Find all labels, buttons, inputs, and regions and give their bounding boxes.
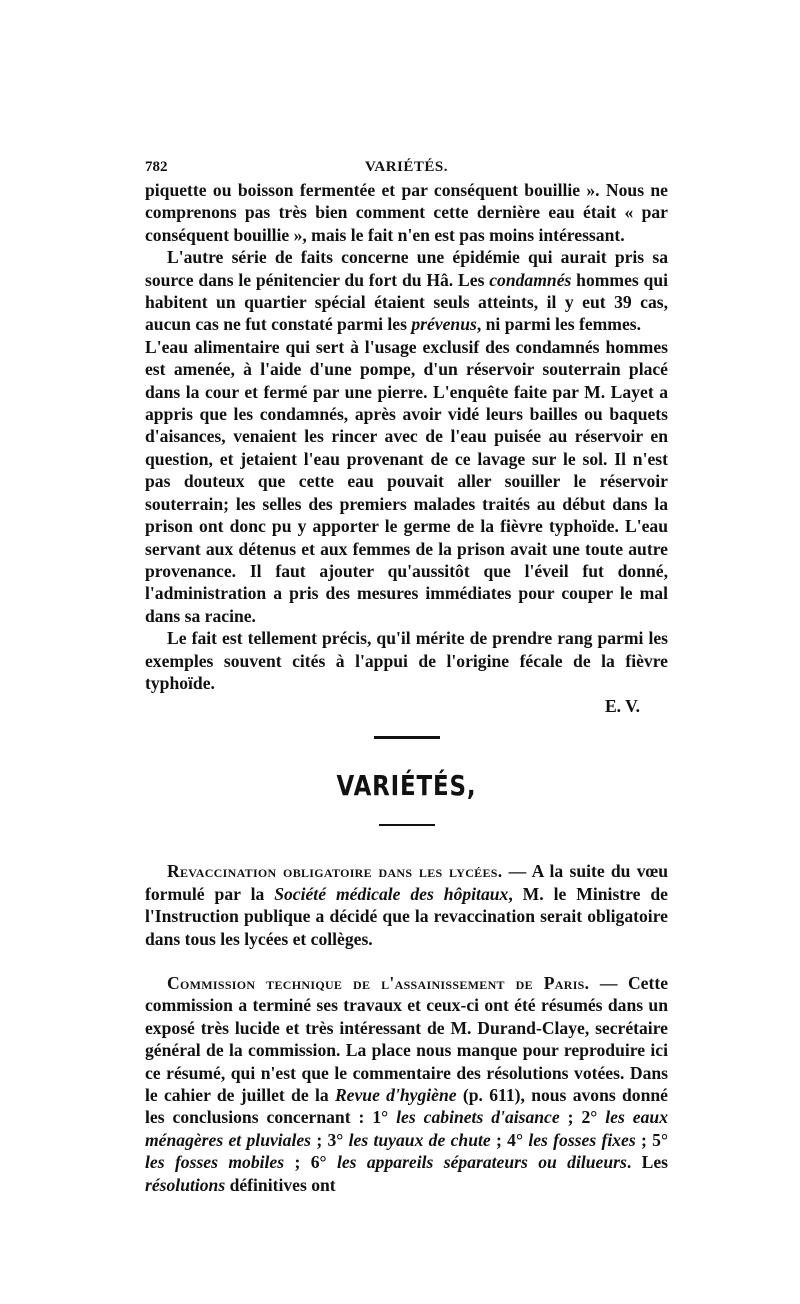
paragraph-water-source: L'eau alimentaire qui sert à l'usage exclusif des condamnés hommes est amenée, à l'aide d'une pompe, d'un réservoir souterrain placé dans la cour et fermé par une pierre. L'enquête faite par M. Layet a appris que les condamnés, après avoir vidé leurs bailles ou baquets d'aisances, venaient les rincer avec de l'eau puisée au réservoir en question, et jetaient l'eau provenant de ce lavage sur le sol. Il n'est pas douteux que cette eau pouvait aller souiller le réservoir souterrain; les selles des premiers malades traités au début dans la prison ont donc pu y apporter le germe de la fièvre typhoïde. L'eau servant aux détenus et aux femmes de la prison avait une toute autre provenance. Il faut ajouter qu'aussitôt que l'éveil fut donné, l'administration a pris des mesures immédiates pour couper le mal dans sa racine. bbox=[145, 336, 668, 626]
italic-term: les fosses mobiles bbox=[145, 1152, 285, 1173]
italic-term: condamnés bbox=[489, 269, 572, 290]
paragraph-text: L'autre série de faits concerne une épidémie qui aurait pris sa source dans le pénitencier du fort du Hâ. Les bbox=[145, 247, 668, 290]
entry-text: définitives ont bbox=[225, 1174, 336, 1195]
italic-term: résolutions bbox=[145, 1174, 226, 1195]
italic-term: les fosses fixes bbox=[528, 1129, 636, 1150]
italic-term: les appareils séparateurs ou dilueurs bbox=[336, 1152, 627, 1173]
entry-text: A la suite du vœu formulé par la bbox=[145, 861, 669, 904]
italic-term: les tuyaux de chute bbox=[348, 1129, 491, 1150]
separator-rule bbox=[374, 736, 440, 739]
entry-text: Cette commission a terminé ses travaux et ceux-ci ont été résumés dans un exposé très lucide et très intéressant de M. Durand-Claye, secrétaire général de la commission. La place nous manque pour reproduire ici ce résumé, qui n'est que le commentaire des résolutions votées. Dans le cahier de juillet de la bbox=[145, 972, 669, 1105]
entry-text: ; 2° bbox=[559, 1107, 606, 1128]
italic-term: prévenus bbox=[411, 314, 477, 335]
title-underline-rule bbox=[379, 824, 435, 826]
paragraph-conclusion: Le fait est tellement précis, qu'il mérite de prendre rang parmi les exemples souvent cités à l'appui de l'origine fécale de la fièvre typhoïde. bbox=[145, 628, 668, 693]
entry-heading: Revaccination obligatoire dans les lycées. bbox=[167, 861, 503, 882]
entry-heading: Commission technique de l'assainissement de Paris. bbox=[167, 972, 590, 993]
entry-text: ; 3° bbox=[311, 1129, 349, 1150]
entry-text: (p. 611), nous avons donné les conclusions concernant : 1° bbox=[145, 1085, 668, 1128]
entry-commission bbox=[145, 972, 668, 1196]
entry-text: ; 4° bbox=[490, 1129, 529, 1150]
paragraph-text: , ni parmi les femmes. bbox=[476, 314, 642, 335]
running-title: VARIÉTÉS. bbox=[364, 159, 448, 175]
paragraph-continuation: piquette ou boisson fermentée et par conséquent bouillie ». Nous ne comprenons pas très bien comment cette dernière eau était « par conséquent bouillie », mais le fait n'en est pas moins intéressant. bbox=[145, 180, 668, 245]
paragraph-epidemic bbox=[145, 246, 668, 336]
italic-term: les eaux ménagères et pluviales bbox=[145, 1107, 668, 1150]
book-page bbox=[145, 155, 668, 1196]
page-number: 782 bbox=[145, 159, 168, 175]
entry-text: ; 5° bbox=[635, 1129, 669, 1150]
paragraph-text: hommes qui habitent un quartier spécial étaient seuls atteints, il y eut 39 cas, aucun cas ne fut constaté parmi les bbox=[145, 269, 668, 335]
entry-revaccination bbox=[145, 860, 668, 950]
entry-dash: — bbox=[589, 972, 628, 993]
italic-term: les cabinets d'aisance bbox=[396, 1107, 560, 1128]
italic-term: Revue d'hygiène bbox=[334, 1085, 457, 1105]
author-signature: E. V. bbox=[604, 696, 640, 717]
entry-dash: — bbox=[502, 861, 532, 882]
entry-text: ; 6° bbox=[284, 1152, 337, 1173]
entry-text: , M. le Ministre de l'Instruction publique a décidé que la revaccination serait obligatoire dans tous les lycées et collèges. bbox=[145, 883, 668, 949]
running-head bbox=[145, 155, 668, 179]
section-title: VARIÉTÉS, bbox=[336, 769, 477, 803]
italic-term: Société médicale des hôpitaux bbox=[274, 883, 509, 904]
entry-text: . Les bbox=[626, 1152, 669, 1173]
